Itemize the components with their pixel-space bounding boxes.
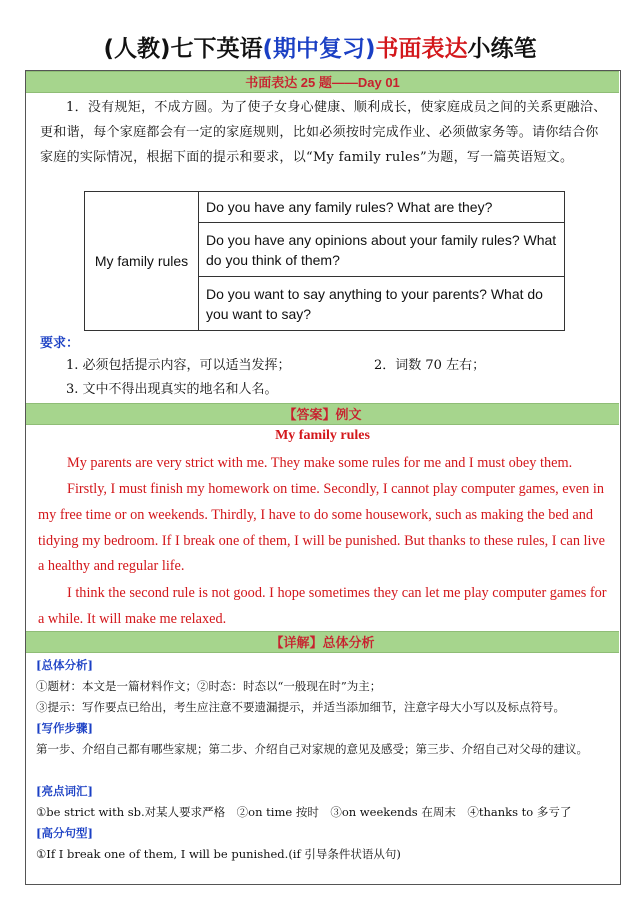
- vocab-line: ①be strict with sb.对某人要求严格 ②on time 按时 ③on weekends 在周末 ④thanks to 多亏了: [36, 805, 572, 819]
- title-part-4: 小练笔: [467, 36, 537, 62]
- question-prompt: 1．没有规矩，不成方圆。为了使子女身心健康、顺利成长，使家庭成员之间的关系更融洽、更和谐，每个家庭都会有一定的家庭规则，比如必须按时完成作业、必须做家务等。请你结合你家庭的实际情况，根据下面的提示和要求，以“My family rules”为题，写一篇英语短文。: [40, 100, 607, 165]
- hint-table-cell: Do you have any opinions about your family rules? What do you think of them?: [199, 223, 565, 277]
- hint-table-cell: Do you want to say anything to your parents? What do you want to say?: [199, 277, 565, 331]
- essay-paragraph-3: I think the second rule is not good. I hope sometimes they can let me play computer games for a while. It will make me relaxed.: [38, 585, 607, 627]
- requirement-3: 3. 文中不得出现真实的地名和人名。: [66, 382, 278, 397]
- essay-paragraph-1: My parents are very strict with me. They make some rules for me and I must obey them.: [67, 455, 573, 471]
- title-part-1: (人教)七下英语: [103, 36, 263, 62]
- sentence-line: ①If I break one of them, I will be punished.(if 引导条件状语从句): [36, 847, 401, 861]
- worksheet-frame: [25, 70, 621, 885]
- section-bar-question: 书面表达 25 题——Day 01: [26, 71, 619, 93]
- analysis-heading: [总体分析]: [36, 658, 93, 672]
- title-part-2: (期中复习): [262, 36, 376, 62]
- analysis-line: ①题材：本文是一篇材料作文；②时态：时态以“一般现在时”为主；: [36, 679, 382, 693]
- steps-line: 第一步、介绍自己都有哪些家规；第二步、介绍自己对家规的意见及感受；第三步、介绍自己对父母的建议。: [36, 742, 588, 756]
- essay-title: My family rules: [275, 428, 370, 443]
- vocab-heading: [亮点词汇]: [36, 784, 93, 798]
- steps-heading: [写作步骤]: [36, 721, 93, 735]
- analysis-line: ③提示：写作要点已给出，考生应注意不要遗漏提示，并适当添加细节，注意字母大小写以及标点符号。: [36, 700, 565, 714]
- hint-table-cell: Do you have any family rules? What are they?: [199, 192, 565, 223]
- title-part-3: 书面表达: [375, 36, 468, 62]
- section-bar-answer: 【答案】例文: [26, 403, 619, 425]
- table-row: [85, 192, 565, 223]
- essay-paragraph-2: Firstly, I must finish my homework on time. Secondly, I cannot play computer games, even in my free time or on weekends. Thirdly, I have to do some housework, such as making the bed and tidying my bedroom. If I break one of them, I will be punished. But thanks to these rules, I can live a healthy and regular life.: [38, 481, 605, 575]
- section-bar-analysis: 【详解】总体分析: [26, 631, 619, 653]
- hint-table: [84, 191, 565, 331]
- requirement-1: 1. 必须包括提示内容，可以适当发挥；: [66, 358, 291, 373]
- hint-table-topic: My family rules: [85, 192, 199, 331]
- sentence-heading: [高分句型]: [36, 826, 93, 840]
- requirements-heading: 要求：: [40, 336, 80, 351]
- requirement-2: 2．词数 70 左右；: [374, 358, 486, 373]
- page-title: [0, 30, 640, 70]
